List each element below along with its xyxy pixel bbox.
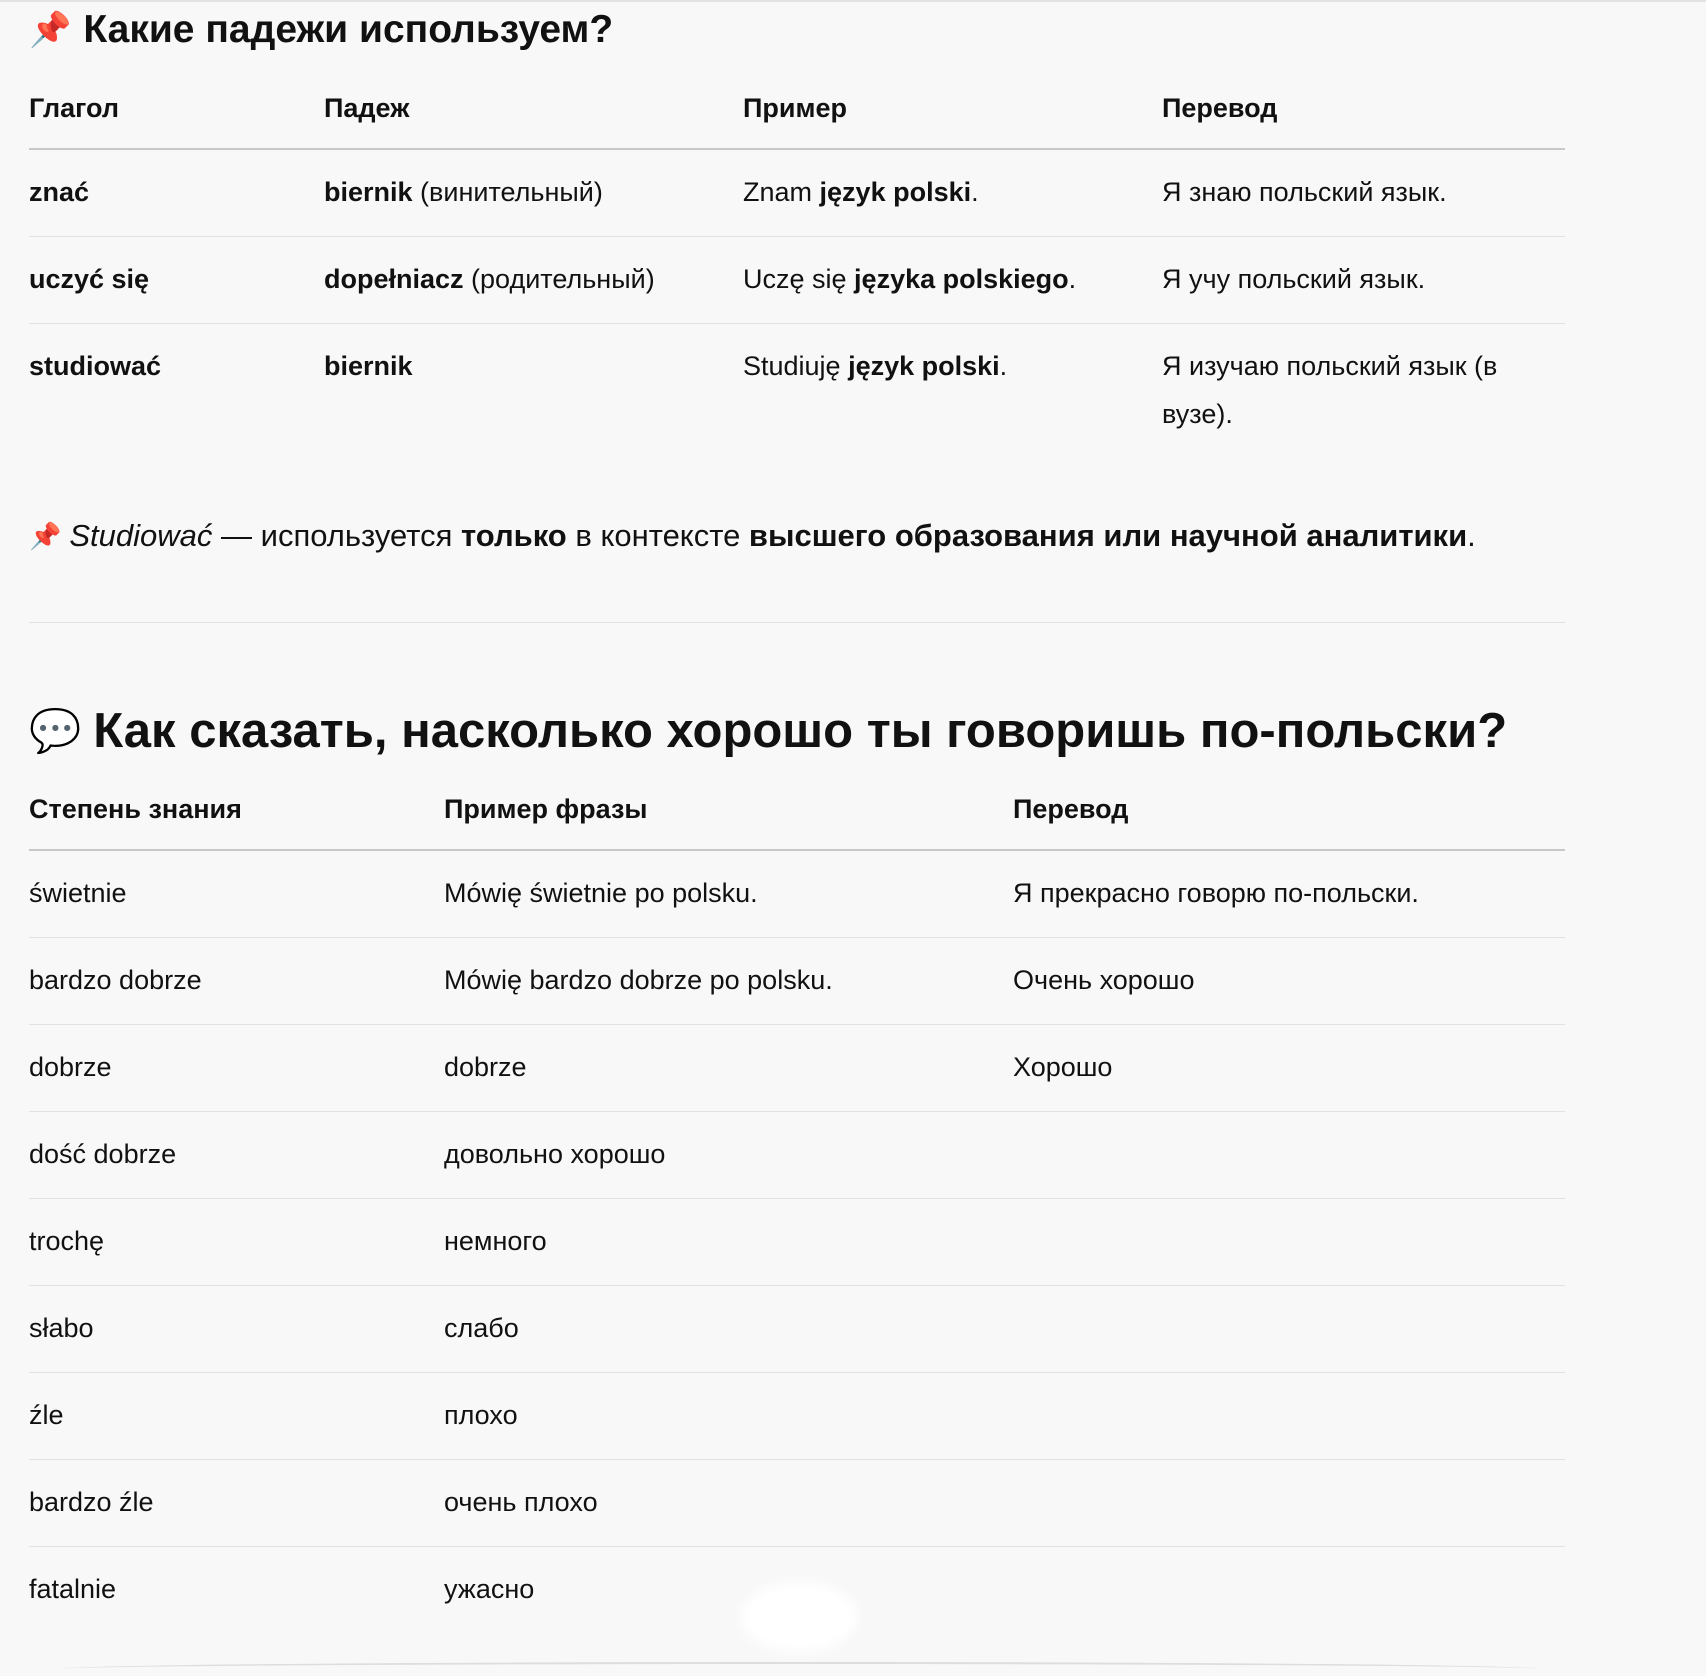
phrase-cell: немного xyxy=(444,1226,547,1256)
note-italic: Studiować xyxy=(69,518,213,553)
pushpin-icon: 📌 xyxy=(29,520,62,551)
level-cell: świetnie xyxy=(29,878,127,908)
verb-cell: studiować xyxy=(29,351,162,381)
note-text: Studiować — используется только в контексте высшего образования или научной аналитики. xyxy=(69,518,1476,553)
table-row xyxy=(29,324,1565,459)
table-row xyxy=(29,149,1565,237)
verb-cell: uczyć się xyxy=(29,264,150,294)
example-prefix: Studiuję xyxy=(743,351,849,381)
column-header-translation: Перевод xyxy=(1162,68,1565,149)
phrase-cell: Mówię świetnie po polsku. xyxy=(444,878,758,908)
table-row xyxy=(29,1199,1565,1286)
phrase-cell: довольно хорошо xyxy=(444,1139,666,1169)
redaction-blob xyxy=(740,1582,858,1652)
phrase-cell: слабо xyxy=(444,1313,519,1343)
level-cell: bardzo dobrze xyxy=(29,965,202,995)
column-header-translation: Перевод xyxy=(1013,769,1565,850)
section2-heading xyxy=(29,695,1565,765)
column-header-example: Пример xyxy=(743,68,1162,149)
column-header-level: Степень знания xyxy=(29,769,444,850)
translation-cell: Хорошо xyxy=(1013,1052,1113,1082)
section1-title: Какие падежи используем? xyxy=(83,8,614,51)
cases-table xyxy=(29,68,1565,458)
section1-heading xyxy=(29,0,1565,58)
level-cell: dobrze xyxy=(29,1052,112,1082)
table-row xyxy=(29,1286,1565,1373)
phrase-cell: dobrze xyxy=(444,1052,527,1082)
case-name: biernik xyxy=(324,351,413,381)
translation-cell xyxy=(1013,1547,1565,1633)
translation-cell: Я изучаю польский язык (в вузе). xyxy=(1162,351,1498,429)
translation-cell: Я прекрасно говорю по-польски. xyxy=(1013,878,1419,908)
phrase-cell: Mówię bardzo dobrze po polsku. xyxy=(444,965,833,995)
phrase-cell: плохо xyxy=(444,1400,518,1430)
example-object: języka polskiego xyxy=(854,264,1069,294)
translation-cell xyxy=(1013,1373,1565,1459)
table-row xyxy=(29,1112,1565,1199)
bottom-edge xyxy=(60,1662,1540,1676)
pushpin-icon: 📌 xyxy=(29,11,72,49)
usage-note xyxy=(29,506,1565,566)
column-header-case: Падеж xyxy=(324,68,743,149)
example-object: język polski xyxy=(848,351,1000,381)
table-row xyxy=(29,1373,1565,1460)
case-name: biernik xyxy=(324,177,413,207)
case-name: dopełniacz xyxy=(324,264,464,294)
translation-cell xyxy=(1013,1199,1565,1285)
section-divider xyxy=(29,622,1565,623)
table-row xyxy=(29,850,1565,938)
example-suffix: . xyxy=(1068,264,1077,294)
section2-title: Как сказать, насколько хорошо ты говоришь по-польски? xyxy=(93,704,1508,758)
phrase-cell: очень плохо xyxy=(444,1487,598,1517)
phrase-cell: ужасно xyxy=(444,1574,535,1604)
case-note: (родительный) xyxy=(463,264,655,294)
example-prefix: Uczę się xyxy=(743,264,855,294)
level-cell: trochę xyxy=(29,1226,105,1256)
translation-cell: Я знаю польский язык. xyxy=(1162,177,1447,207)
proficiency-table xyxy=(29,769,1565,1633)
document-content xyxy=(29,0,1565,1633)
level-cell: bardzo źle xyxy=(29,1487,154,1517)
translation-cell xyxy=(1013,1112,1565,1198)
translation-cell xyxy=(1013,1286,1565,1372)
verb-cell: znać xyxy=(29,177,90,207)
speech-bubble-icon: 💬 xyxy=(29,707,82,754)
level-cell: dość dobrze xyxy=(29,1139,177,1169)
level-cell: słabo xyxy=(29,1313,94,1343)
column-header-phrase: Пример фразы xyxy=(444,769,1013,850)
case-note: (винительный) xyxy=(412,177,603,207)
cases-table-header-row xyxy=(29,68,1565,149)
translation-cell: Очень хорошо xyxy=(1013,965,1195,995)
table-row xyxy=(29,1025,1565,1112)
table-row xyxy=(29,938,1565,1025)
example-object: język polski xyxy=(819,177,972,207)
translation-cell: Я учу польский язык. xyxy=(1162,264,1426,294)
table-row xyxy=(29,1460,1565,1547)
column-header-verb: Глагол xyxy=(29,68,324,149)
example-suffix: . xyxy=(999,351,1008,381)
level-cell: fatalnie xyxy=(29,1574,117,1604)
proficiency-table-header-row xyxy=(29,769,1565,850)
translation-cell xyxy=(1013,1460,1565,1546)
example-suffix: . xyxy=(971,177,979,207)
level-cell: źle xyxy=(29,1400,64,1430)
example-prefix: Znam xyxy=(743,177,820,207)
table-row xyxy=(29,237,1565,324)
